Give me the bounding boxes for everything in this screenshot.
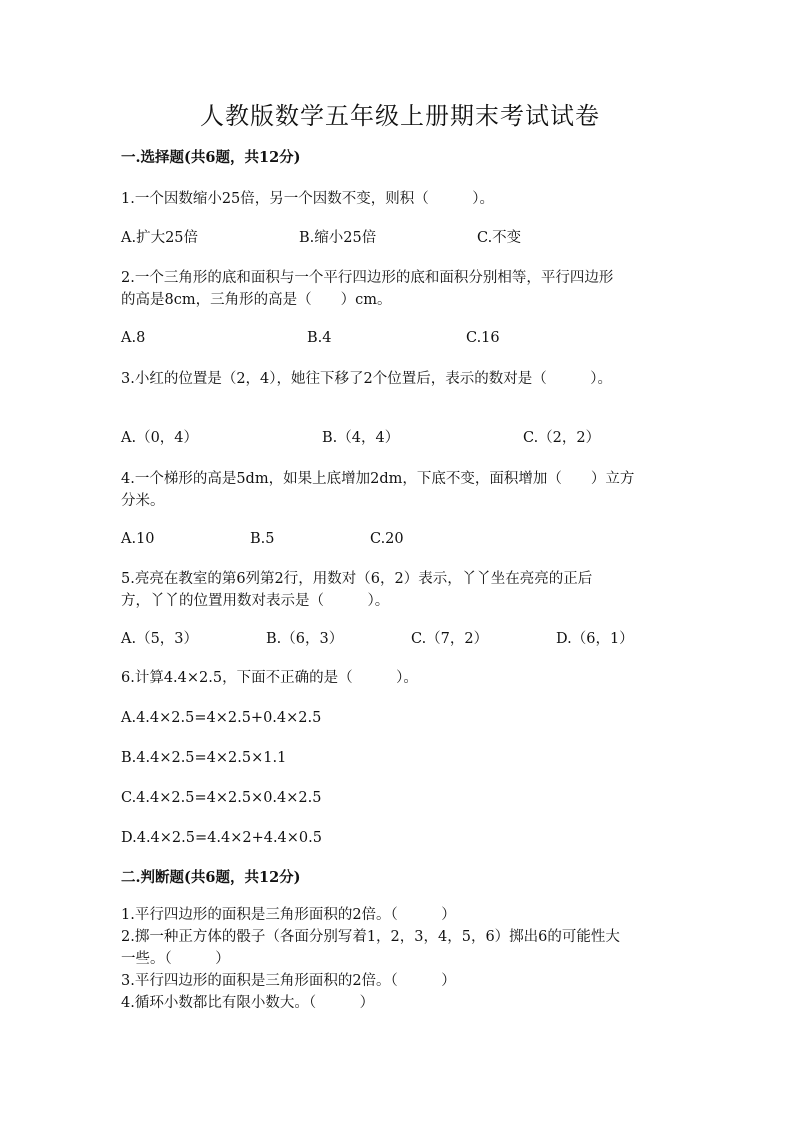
question-5-line-2: 方，丫丫的位置用数对表示是（ ）。 [121,593,390,609]
q4-option-b: B.5 [250,531,275,547]
q5-option-b: B.（6，3） [266,631,344,647]
question-4-line-1: 4.一个梯形的高是5dm，如果上底增加2dm，下底不变，面积增加（ ）立方 [121,471,635,487]
question-6: 6.计算4.4×2.5，下面不正确的是（ ）。 [121,670,418,686]
question-3: 3.小红的位置是（2，4），她往下移了2个位置后，表示的数对是（ ）。 [121,371,613,387]
judgement-item-2-line-2: 一些。（ ） [121,951,230,967]
q2-option-b: B.4 [307,330,332,346]
q1-option-a: A.扩大25倍 [121,230,199,246]
q2-option-a: A.8 [121,330,146,346]
q3-option-c: C.（2，2） [523,430,601,446]
judgement-item-1: 1.平行四边形的面积是三角形面积的2倍。（ ） [121,907,456,923]
q1-option-c: C.不变 [477,230,522,246]
question-2-line-2: 的高是8cm，三角形的高是（ ）cm。 [121,292,392,308]
section-heading-judgement: 二.判断题(共6题，共12分) [121,869,301,886]
page-title: 人教版数学五年级上册期末考试试卷 [200,102,600,130]
q3-option-b: B.（4，4） [322,430,400,446]
q4-option-c: C.20 [370,531,404,547]
question-1: 1.一个因数缩小25倍，另一个因数不变，则积（ ）。 [121,191,495,207]
q6-option-d: D.4.4×2.5=4.4×2+4.4×0.5 [121,830,322,846]
judgement-item-4: 4.循环小数都比有限小数大。（ ） [121,995,375,1011]
q5-option-c: C.（7，2） [411,631,489,647]
q6-option-c: C.4.4×2.5=4×2.5×0.4×2.5 [121,790,322,806]
question-4-line-2: 分米。 [121,493,165,509]
question-2-line-1: 2.一个三角形的底和面积与一个平行四边形的底和面积分别相等，平行四边形 [121,270,614,286]
q5-option-a: A.（5，3） [121,631,199,647]
q2-option-c: C.16 [466,330,500,346]
q5-option-d: D.（6，1） [556,631,634,647]
q1-option-b: B.缩小25倍 [299,230,377,246]
q6-option-a: A.4.4×2.5=4×2.5+0.4×2.5 [121,710,322,726]
q6-option-b: B.4.4×2.5=4×2.5×1.1 [121,750,287,766]
section-heading-choice: 一.选择题(共6题，共12分) [121,149,301,166]
judgement-item-2-line-1: 2.掷一种正方体的骰子（各面分别写着1，2，3，4，5，6）掷出6的可能性大 [121,929,620,945]
judgement-item-3: 3.平行四边形的面积是三角形面积的2倍。（ ） [121,973,456,989]
question-5-line-1: 5.亮亮在教室的第6列第2行，用数对（6，2）表示，丫丫坐在亮亮的正后 [121,571,593,587]
q4-option-a: A.10 [121,531,155,547]
q3-option-a: A.（0，4） [121,430,199,446]
